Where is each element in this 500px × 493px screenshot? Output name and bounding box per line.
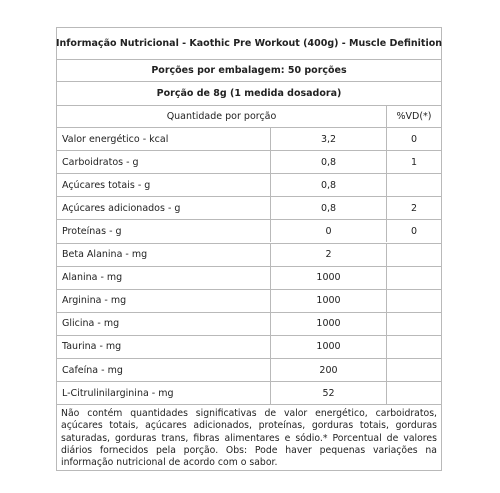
- nutrient-quantity: 3,2: [271, 128, 387, 150]
- nutrient-dv: 0: [410, 225, 418, 237]
- nutrient-quantity: 0: [271, 220, 387, 242]
- nutrient-quantity: 0,8: [271, 174, 387, 196]
- nutrient-dv: [387, 359, 441, 381]
- servings-row: [57, 59, 441, 81]
- nutrient-name: Açúcares adicionados - g: [57, 197, 271, 219]
- nutrient-quantity: 1000: [271, 267, 387, 289]
- nutrient-dv: 1: [410, 156, 418, 168]
- nutrient-name: Glicina - mg: [57, 313, 271, 335]
- table-row: [57, 127, 441, 150]
- nutrient-dv: [387, 267, 441, 289]
- table-title: Informação Nutricional - Kaothic Pre Workout (400g) - Muscle Definition: [55, 38, 443, 49]
- nutrient-quantity: 200: [271, 359, 387, 381]
- nutrient-quantity: 52: [271, 382, 387, 404]
- nutrient-name: Carboidratos - g: [57, 151, 271, 173]
- nutrient-name: Valor energético - kcal: [57, 128, 271, 150]
- nutrient-quantity: 0,8: [271, 151, 387, 173]
- table-row: [57, 266, 441, 289]
- nutrient-dv: [387, 244, 441, 266]
- nutrient-quantity: 0,8: [271, 197, 387, 219]
- nutrient-quantity: 1000: [271, 290, 387, 312]
- table-row: [57, 381, 441, 404]
- column-header-row: [57, 105, 441, 127]
- nutrient-dv: 0: [410, 133, 418, 145]
- table-title-row: [57, 28, 441, 59]
- nutrient-name: Açúcares totais - g: [57, 174, 271, 196]
- nutrient-name: Cafeína - mg: [57, 359, 271, 381]
- nutrient-name: Taurina - mg: [57, 336, 271, 358]
- nutrient-name: L-Citrulinilarginina - mg: [57, 382, 271, 404]
- table-row: [57, 335, 441, 358]
- footnote: Não contém quantidades significativas de valor energético, carboidratos, açúcares totais, açúcares adicionados, proteínas, gorduras totais, gorduras saturadas, gorduras trans, fibras alimentares e sódio.* Porcentual de valores diários fornecidos pela porção. Obs: Pode haver pequenas variações na informação nutricional de acordo com o sabor.: [57, 404, 441, 470]
- nutrient-quantity: 2: [271, 244, 387, 266]
- nutrient-dv: [387, 336, 441, 358]
- table-row: [57, 289, 441, 312]
- serving-size-row: [57, 81, 441, 105]
- column-header-dv: %VD(*): [396, 111, 432, 122]
- table-row: [57, 358, 441, 381]
- nutrient-dv: [387, 382, 441, 404]
- nutrient-name: Proteínas - g: [57, 220, 271, 242]
- table-row: [57, 243, 441, 266]
- nutrient-name: Beta Alanina - mg: [57, 244, 271, 266]
- table-row: [57, 173, 441, 196]
- nutrient-dv: [387, 313, 441, 335]
- table-row: [57, 312, 441, 335]
- nutrient-name: Alanina - mg: [57, 267, 271, 289]
- nutrient-dv: [387, 290, 441, 312]
- column-header-quantity: Quantidade por porção: [57, 106, 387, 127]
- nutrition-table: [56, 27, 442, 471]
- nutrient-quantity: 1000: [271, 336, 387, 358]
- nutrient-dv: 2: [410, 202, 418, 214]
- table-row: [57, 150, 441, 173]
- table-row: [57, 219, 441, 242]
- serving-size: Porção de 8g (1 medida dosadora): [156, 88, 342, 99]
- nutrient-quantity: 1000: [271, 313, 387, 335]
- nutrient-dv: [387, 174, 441, 196]
- servings-per-package: Porções por embalagem: 50 porções: [151, 65, 347, 76]
- nutrient-name: Arginina - mg: [57, 290, 271, 312]
- table-row: [57, 196, 441, 219]
